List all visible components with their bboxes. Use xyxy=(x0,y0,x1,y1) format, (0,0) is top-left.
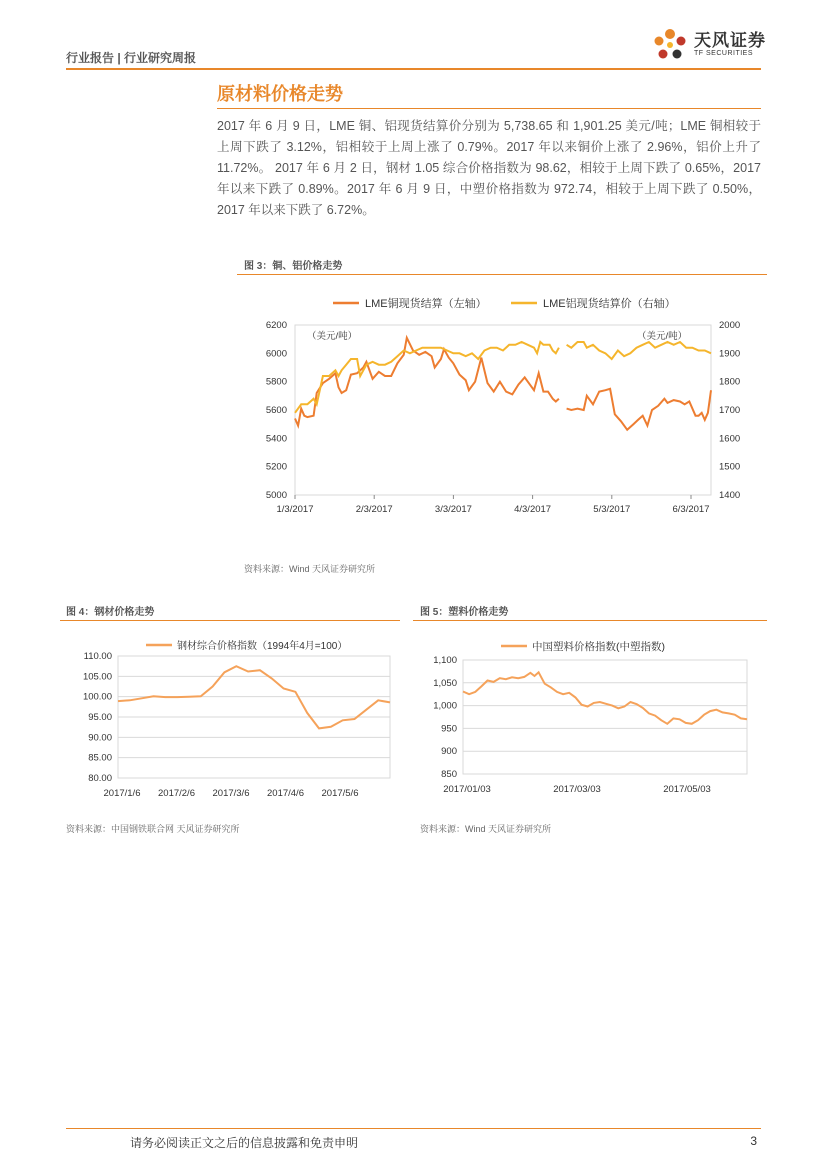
fig3-series-line-2 xyxy=(295,342,711,413)
fig4-x-tick: 2017/5/6 xyxy=(321,788,359,799)
fig5-y-tick: 950 xyxy=(441,723,457,735)
fig3-caption: 图 3：铜、铝价格走势 xyxy=(244,261,343,272)
title-rule xyxy=(217,108,761,109)
fig5-x-tick: 2017/01/03 xyxy=(443,784,491,795)
fig4-y-tick: 80.00 xyxy=(88,773,112,784)
page-number: 3 xyxy=(750,1134,757,1148)
logo-text-cn: 天风证券 xyxy=(694,31,766,50)
fig3-x-tick: 4/3/2017 xyxy=(514,504,552,515)
fig5-x-tick: 2017/05/03 xyxy=(663,784,711,795)
fig5-y-tick: 850 xyxy=(441,769,457,780)
fig3-source: 资料来源：Wind 天风证券研究所 xyxy=(244,564,376,574)
fig5-caption: 图 5：塑料价格走势 xyxy=(420,607,509,618)
fig5-y-tick: 1,050 xyxy=(433,677,457,689)
fig3-x-tick: 2/3/2017 xyxy=(355,504,393,515)
fig3-y-left-tick: 6200 xyxy=(265,320,287,331)
fig4-caption: 图 4：钢材价格走势 xyxy=(66,607,155,618)
fig4-y-tick: 95.00 xyxy=(88,712,112,723)
fig4-x-tick: 2017/2/6 xyxy=(158,788,195,799)
fig4-chart xyxy=(60,630,400,810)
fig3-y-right-tick: 2000 xyxy=(719,320,741,331)
header-rule xyxy=(66,68,761,70)
fig5-plot-frame xyxy=(463,660,747,774)
fig3-y-left-tick: 5200 xyxy=(265,461,287,473)
fig5-source: 资料来源：Wind 天风证券研究所 xyxy=(420,824,552,834)
fig3-y-right-tick: 1400 xyxy=(719,490,741,501)
fig4-y-tick: 90.00 xyxy=(88,732,112,744)
fig4-source: 资料来源：中国钢铁联合网 天风证券研究所 xyxy=(66,824,240,834)
logo-text-en: TF SECURITIES xyxy=(694,50,754,57)
fig3-y-right-tick: 1500 xyxy=(719,461,741,473)
fig3-y-right-tick: 1800 xyxy=(719,376,741,388)
fig3-x-tick: 5/3/2017 xyxy=(593,504,631,515)
fig3-x-tick: 1/3/2017 xyxy=(276,504,314,515)
fig5-y-tick: 900 xyxy=(441,746,457,758)
fig3-chart xyxy=(237,285,767,525)
fig5-chart xyxy=(413,630,767,810)
fig4-x-tick: 2017/3/6 xyxy=(212,788,250,799)
fig4-y-tick: 110.00 xyxy=(83,651,112,662)
fig4-y-tick: 85.00 xyxy=(88,752,112,764)
fig3-y-right-tick: 1600 xyxy=(719,433,741,445)
fig3-rule xyxy=(237,274,767,275)
fig3-y-left-tick: 6000 xyxy=(265,348,287,360)
fig4-y-tick: 105.00 xyxy=(82,671,112,683)
report-breadcrumb: 行业报告 | 行业研究周报 xyxy=(66,51,197,65)
fig3-series-line-1 xyxy=(295,338,711,430)
fig3-y-left-tick: 5000 xyxy=(265,490,287,501)
fig3-legend-label: LME铝现货结算价（右轴） xyxy=(543,298,676,310)
fig4-rule xyxy=(60,620,400,621)
fig4-x-tick: 2017/1/6 xyxy=(103,788,141,799)
fig5-series-line xyxy=(463,672,747,724)
fig3-unit-left: （美元/吨） xyxy=(307,331,358,342)
fig3-y-left-tick: 5400 xyxy=(265,433,287,445)
fig3-y-right-tick: 1700 xyxy=(719,405,741,416)
fig3-x-tick: 3/3/2017 xyxy=(434,504,472,515)
disclaimer-text: 请务必阅读正文之后的信息披露和免责申明 xyxy=(130,1136,359,1150)
body-paragraph: 2017 年 6 月 9 日，LME 铜、铝现货结算价分别为 5,738.65 和 1,901.25 美元/吨；LME 铜相较于上周下跌了 3.12%，铝相较于上周上涨了 0.79%。2017 年以来铜价上涨了 2.96%，铝价上升了 11.72%。 2017 年 6 月 2 日，钢材 1.05 综合价格指数为 98.62，相较于上周下跌了 0.65%，2017 年以来下跌了 0.89%。2017 年 6 月 9 日，中塑价格指数为 972.74，相较于上周下跌了 0.50%，2017 年以来下跌了 6.72%。 xyxy=(217,119,761,217)
fig4-legend-label: 钢材综合价格指数（1994年4月=100） xyxy=(177,641,348,652)
fig5-y-tick: 1,100 xyxy=(433,655,457,666)
fig5-legend-label: 中国塑料价格指数(中塑指数) xyxy=(532,641,665,653)
fig3-x-tick: 6/3/2017 xyxy=(672,504,710,515)
fig3-unit-right: （美元/吨） xyxy=(637,331,688,342)
fig5-rule xyxy=(413,620,767,621)
fig3-y-right-tick: 1900 xyxy=(719,348,741,360)
fig5-x-tick: 2017/03/03 xyxy=(553,784,601,795)
fig4-y-tick: 100.00 xyxy=(82,691,112,703)
logo-flower-icon xyxy=(650,24,690,66)
fig5-y-tick: 1,000 xyxy=(433,700,457,712)
fig4-x-tick: 2017/4/6 xyxy=(267,788,304,799)
fig3-y-left-tick: 5800 xyxy=(265,376,287,388)
section-title: 原材料价格走势 xyxy=(217,84,343,104)
fig3-legend-label: LME铜现货结算（左轴） xyxy=(365,298,487,310)
footer-rule xyxy=(66,1128,761,1129)
company-logo xyxy=(650,24,770,66)
fig4-series-line xyxy=(118,666,390,728)
fig3-y-left-tick: 5600 xyxy=(265,405,287,416)
